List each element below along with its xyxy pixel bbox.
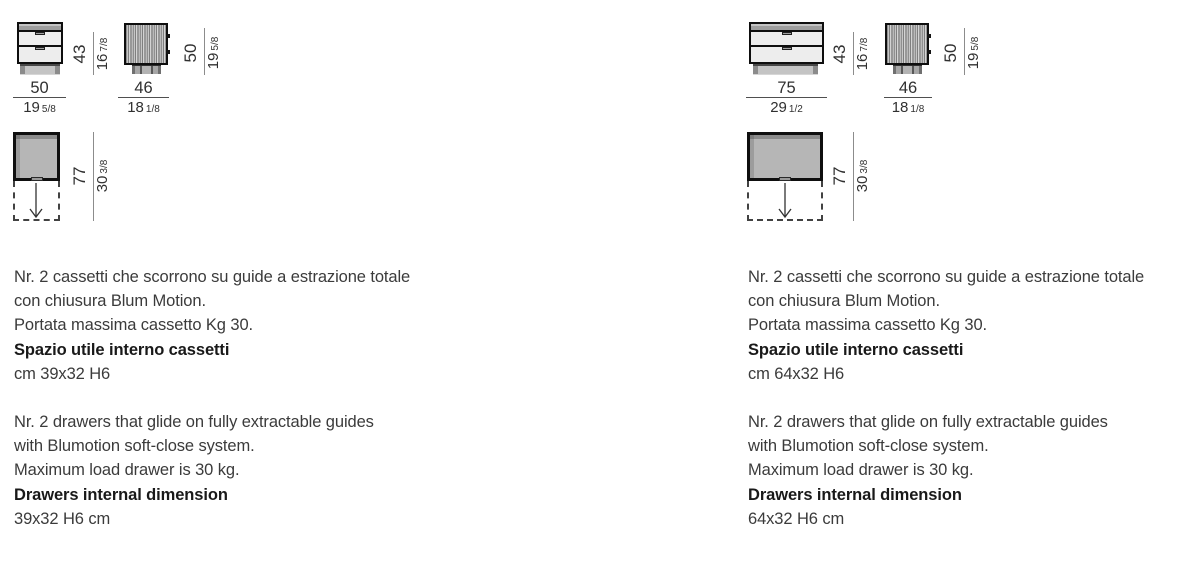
internal-dimension-heading-en: Drawers internal dimension — [14, 485, 228, 504]
side-knob-icon — [166, 34, 170, 38]
cabinet-top-panel — [19, 24, 61, 32]
width-dimension-cm: 50 — [30, 79, 49, 97]
cabinet-base-plinth — [20, 64, 60, 75]
internal-dimension-value-en: 39x32 H6 cm — [14, 509, 111, 528]
internal-dimension-heading-en: Drawers internal dimension — [748, 485, 962, 504]
width-dimension-line — [746, 97, 827, 98]
width-dimension-inch — [118, 100, 169, 116]
height-dimension-inch — [855, 32, 871, 76]
side-base-plinth — [132, 65, 161, 74]
drawer-front-2 — [19, 47, 61, 62]
width-dimension — [13, 80, 66, 116]
inch-fraction: 3/8 — [99, 159, 110, 174]
inch-whole: 18 — [891, 99, 909, 116]
width-dimension-line — [884, 97, 932, 98]
inch-fraction: 7/8 — [99, 37, 110, 52]
width-dimension-inch — [884, 100, 932, 116]
inch-whole: 30 — [854, 175, 871, 193]
width-dimension-cm: 75 — [777, 79, 796, 97]
side-knob-icon — [927, 34, 931, 38]
height-dimension-cm: 50 — [941, 43, 960, 63]
inch-fraction: 5/8 — [41, 104, 56, 115]
depth-dimension-inch — [95, 154, 111, 198]
height-dimension-cm: 43 — [70, 44, 89, 64]
drawer-front-1 — [751, 32, 822, 47]
drawer-handle-notch — [782, 32, 792, 35]
inch-whole: 19 — [205, 52, 222, 70]
internal-dimension-heading-it: Spazio utile interno cassetti — [14, 340, 230, 359]
side-cabinet-body — [124, 23, 168, 65]
depth-dimension-inch — [855, 154, 871, 198]
width-dimension — [746, 80, 827, 116]
width-dimension-line — [13, 97, 66, 98]
height-dimension-inch — [95, 32, 111, 76]
description-line: Maximum load drawer is 30 kg. — [14, 461, 240, 480]
description-line: Nr. 2 drawers that glide on fully extractable guides — [14, 413, 374, 431]
description-english — [748, 410, 1108, 531]
internal-dimension-value-it: cm 39x32 H6 — [14, 364, 111, 383]
cabinet-base-plinth — [753, 64, 818, 75]
inch-fraction: 5/8 — [210, 36, 221, 51]
description-english — [14, 410, 374, 531]
width-dimension-inch — [746, 100, 827, 116]
description-line: Nr. 2 cassetti che scorrono su guide a estrazione totale — [748, 268, 1145, 286]
drawer-handle-notch — [35, 47, 45, 50]
inch-whole: 29 — [770, 99, 787, 116]
side-knob-icon — [166, 50, 170, 54]
height-dimension-cm: 43 — [830, 44, 849, 64]
inch-fraction: 5/8 — [970, 36, 981, 51]
inch-whole: 19 — [23, 99, 40, 116]
height-dimension-inch — [966, 31, 982, 75]
height-dimension-inch — [206, 31, 222, 75]
inch-whole: 19 — [965, 52, 982, 70]
side-knob-icon — [927, 50, 931, 54]
width-dimension-cm: 46 — [134, 79, 153, 97]
pull-out-arrow-icon — [28, 183, 44, 221]
drawer-front-2 — [751, 47, 822, 62]
pull-out-arrow-icon — [777, 183, 793, 221]
width-dimension — [884, 80, 932, 116]
cabinet-top-view — [747, 132, 823, 181]
width-dimension-line — [118, 97, 169, 98]
inch-whole: 18 — [127, 99, 144, 116]
inch-fraction: 1/8 — [910, 104, 925, 115]
inch-whole: 16 — [854, 53, 871, 71]
description-italian — [748, 265, 1144, 386]
front-cabinet-body — [17, 22, 63, 64]
description-line: Maximum load drawer is 30 kg. — [748, 461, 974, 480]
drawer-handle-notch — [782, 47, 792, 50]
description-line: Nr. 2 drawers that glide on fully extractable guides — [748, 413, 1108, 431]
inch-whole: 30 — [94, 175, 111, 193]
inch-fraction: 3/8 — [859, 159, 870, 174]
side-base-plinth — [893, 65, 922, 74]
cabinet-top-panel — [751, 24, 822, 32]
side-cabinet-body — [885, 23, 929, 65]
spec-panel-right — [734, 0, 1177, 563]
depth-dimension-cm: 77 — [70, 166, 89, 186]
drawer-handle-notch — [35, 32, 45, 35]
description-line: con chiusura Blum Motion. — [748, 292, 940, 311]
depth-dimension-cm: 77 — [830, 166, 849, 186]
internal-dimension-value-it: cm 64x32 H6 — [748, 364, 845, 383]
inch-fraction: 1/8 — [145, 104, 160, 115]
spec-panel-left — [0, 0, 443, 563]
description-italian — [14, 265, 410, 386]
height-dimension-cm: 50 — [181, 43, 200, 63]
front-cabinet-body — [749, 22, 824, 64]
width-dimension-cm: 46 — [898, 79, 918, 97]
description-line: with Blumotion soft-close system. — [748, 437, 989, 456]
description-line: with Blumotion soft-close system. — [14, 437, 255, 456]
internal-dimension-heading-it: Spazio utile interno cassetti — [748, 340, 964, 359]
inch-whole: 16 — [94, 53, 111, 71]
description-line: Portata massima cassetto Kg 30. — [14, 316, 254, 335]
internal-dimension-value-en: 64x32 H6 cm — [748, 509, 845, 528]
description-line: Nr. 2 cassetti che scorrono su guide a estrazione totale — [14, 268, 411, 286]
description-line: Portata massima cassetto Kg 30. — [748, 316, 988, 335]
drawer-front-1 — [19, 32, 61, 47]
inch-fraction: 7/8 — [859, 37, 870, 52]
width-dimension-inch — [13, 100, 66, 116]
cabinet-top-view — [13, 132, 60, 181]
description-line: con chiusura Blum Motion. — [14, 292, 206, 311]
inch-fraction: 1/2 — [788, 104, 803, 115]
width-dimension — [118, 80, 169, 116]
